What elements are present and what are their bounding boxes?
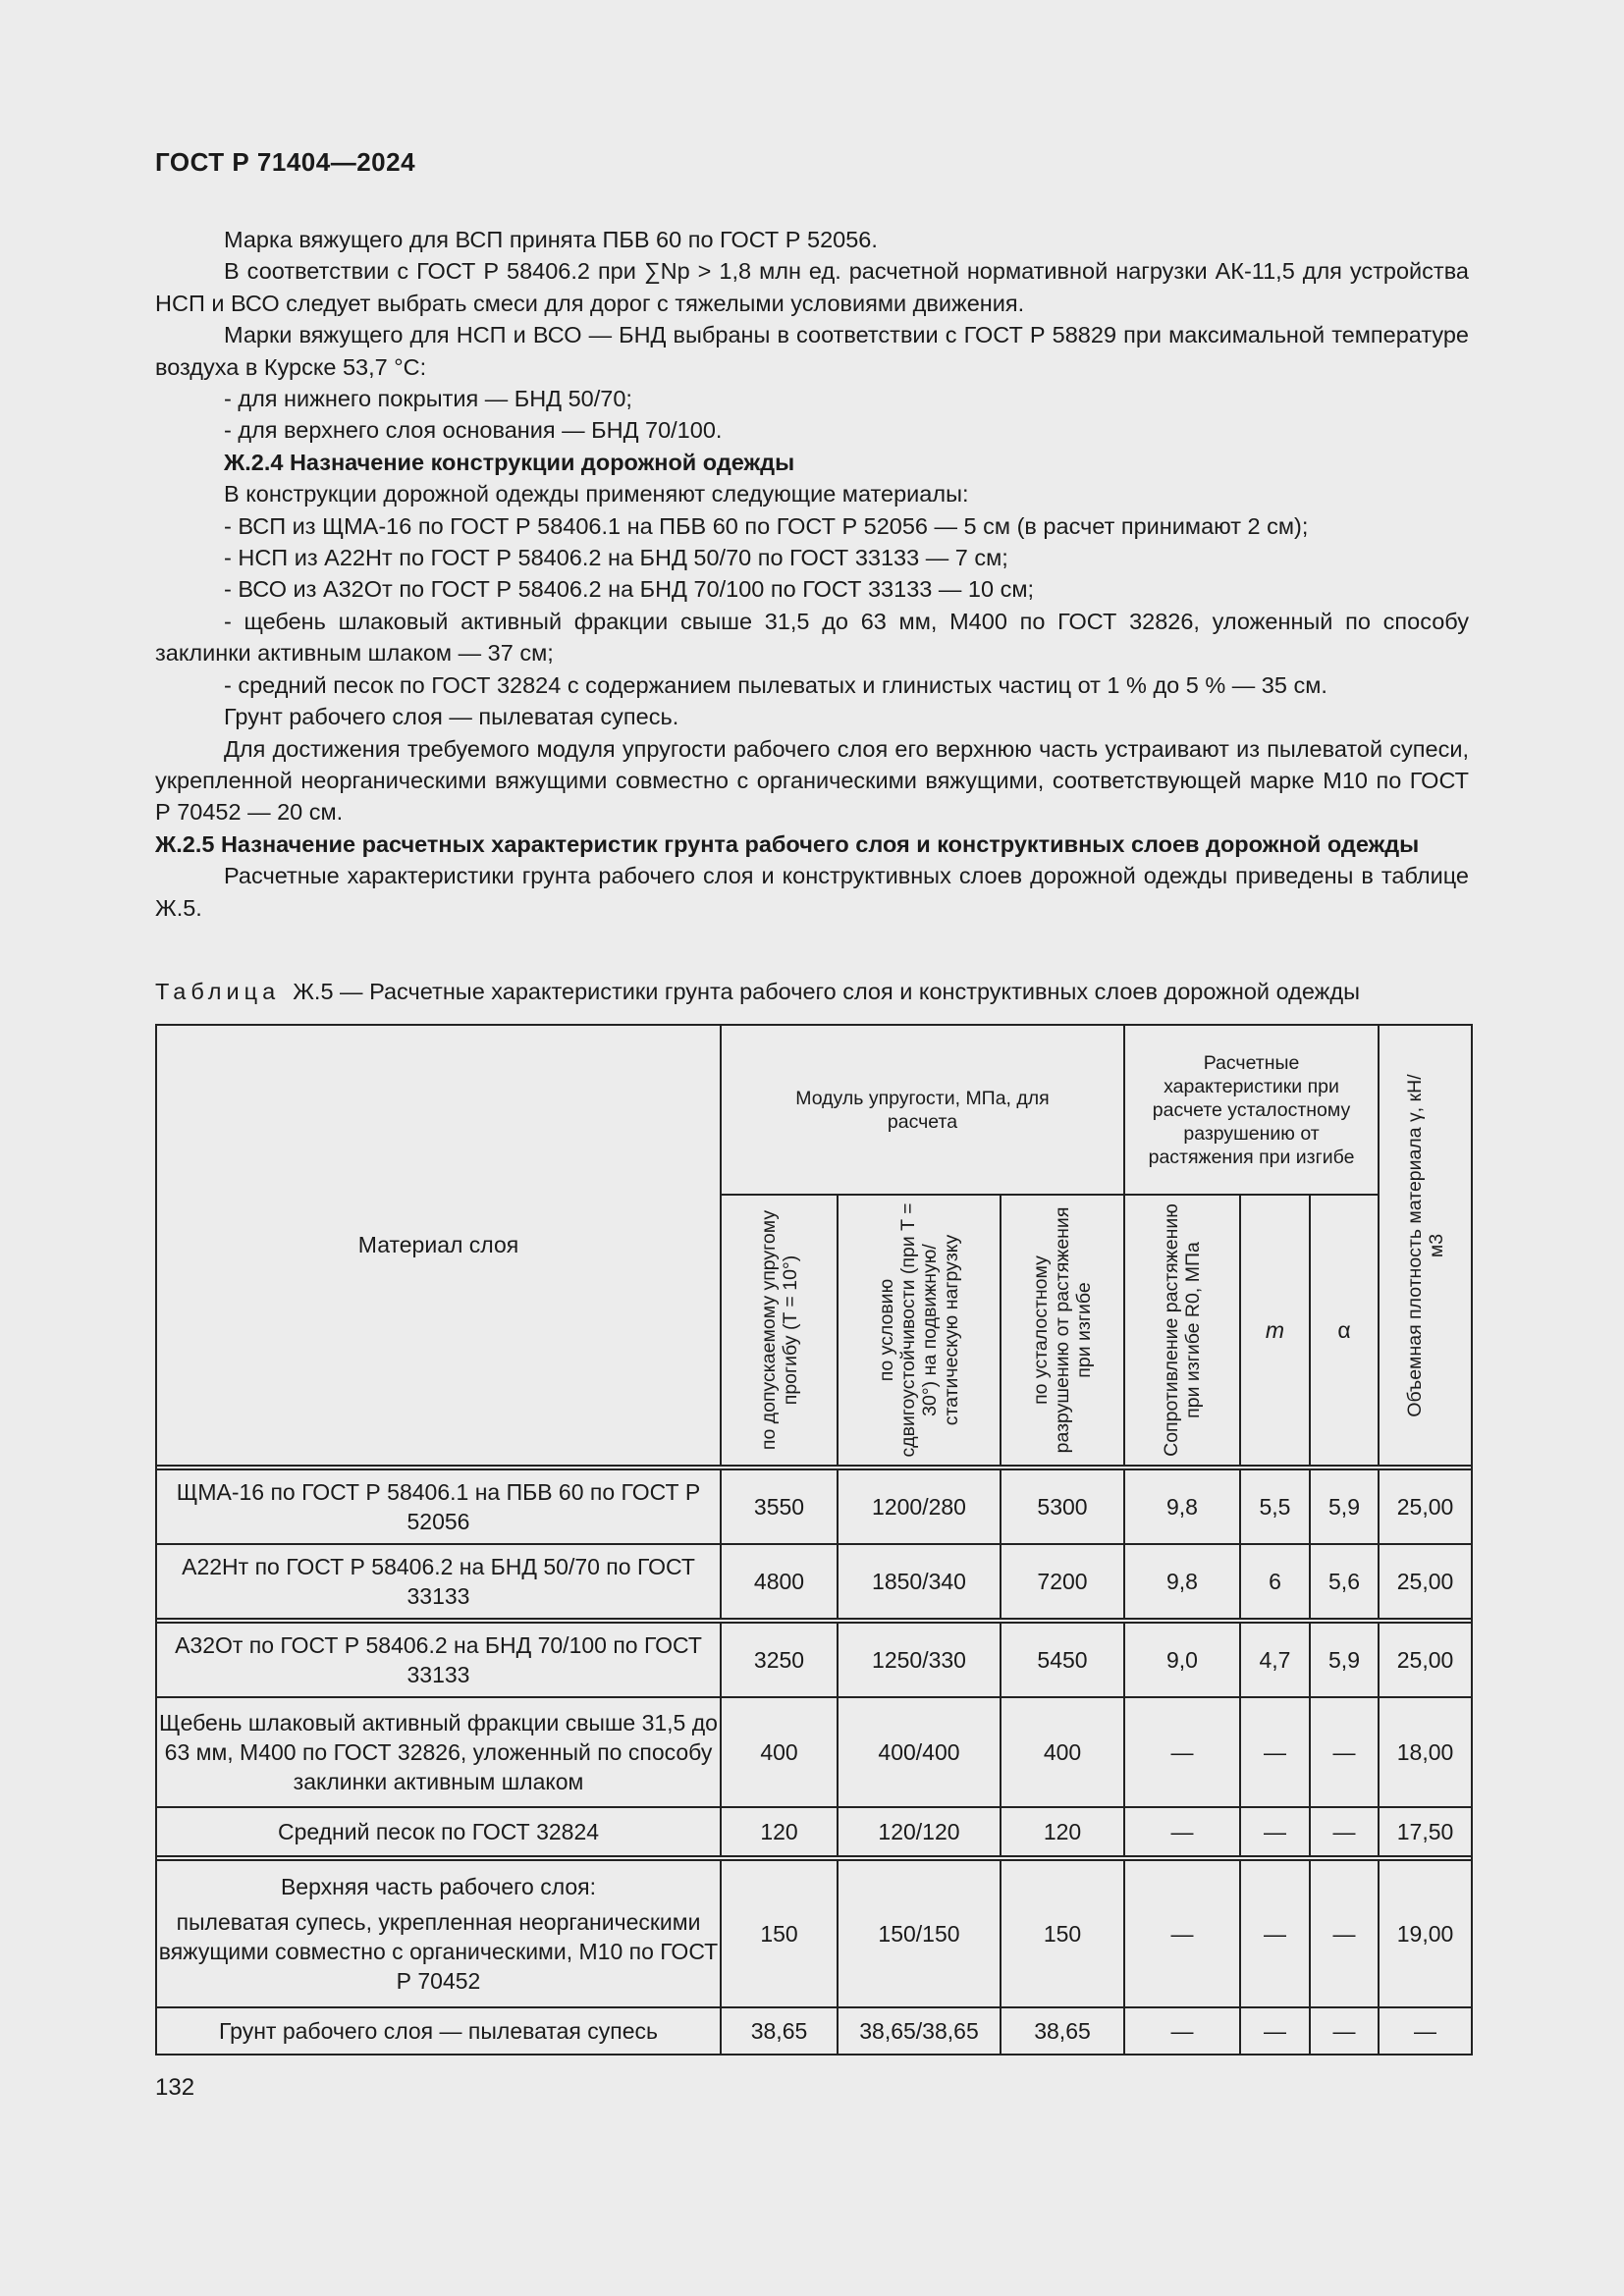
table-caption-text: Ж.5 — Расчетные характеристики грунта рабочего слоя и конструктивных слоев дорожной одежды — [293, 979, 1360, 1004]
list-item: - средний песок по ГОСТ 32824 с содержанием пылеватых и глинистых частиц от 1 % до 5 % — 35 см. — [224, 671, 1327, 698]
list-item: - ВСО из А32От по ГОСТ Р 58406.2 на БНД 70/100 по ГОСТ 33133 — 10 см; — [224, 576, 1035, 603]
body-text — [155, 224, 1469, 924]
header-col5: m — [1240, 1195, 1310, 1466]
header-modulus-group: Модуль упругости, МПа, для расчета — [721, 1025, 1124, 1195]
list-item: - щебень шлаковый активный фракции свыше 31,5 до 63 мм, М400 по ГОСТ 32826, уложенный по способу заклинки активным шлаком — 37 см; — [155, 608, 1469, 667]
header-col6: α — [1310, 1195, 1379, 1466]
page-number: 132 — [155, 2074, 195, 2101]
table-row: Щебень шлаковый активный фракции свыше 31,5 до 63 мм, М400 по ГОСТ 32826, уложенный по способу заклинки активным шлаком 400 400/400 400 — — — 18,00 — [156, 1697, 1472, 1807]
section-heading — [155, 828, 1469, 860]
table-row: А22Нт по ГОСТ Р 58406.2 на БНД 50/70 по ГОСТ 33133 4800 1850/340 7200 9,8 6 5,6 25,00 — [156, 1544, 1472, 1619]
table-row: Средний песок по ГОСТ 32824 120 120/120 120 — — — 17,50 — [156, 1807, 1472, 1856]
data-table — [155, 1024, 1473, 2056]
section-heading-text: Ж.2.4 Назначение конструкции дорожной одежды — [224, 449, 795, 475]
header-col4: Сопротивление растяжению при изгибе R0, МПа — [1124, 1195, 1240, 1466]
table-row: Верхняя часть рабочего слоя: пылеватая супесь, укрепленная неорганическими вяжущими совместно с органическими, М10 по ГОСТ Р 70452 150 150/150 150 — — — 19,00 — [156, 1860, 1472, 2007]
list-item: - НСП из А22Нт по ГОСТ Р 58406.2 на БНД 50/70 по ГОСТ 33133 — 7 см; — [224, 545, 1008, 571]
list-item: - ВСП из ЩМА-16 по ГОСТ Р 58406.1 на ПБВ 60 по ГОСТ Р 52056 — 5 см (в расчет принимают 2 см); — [224, 512, 1309, 539]
section-heading — [155, 447, 1469, 478]
table-row: ЩМА-16 по ГОСТ Р 58406.1 на ПБВ 60 по ГОСТ Р 52056 3550 1200/280 5300 9,8 5,5 5,9 25,00 — [156, 1469, 1472, 1544]
header-col3: по усталостному разрушению от растяжения при изгибе — [1001, 1195, 1124, 1466]
header-material: Материал слоя — [156, 1025, 721, 1466]
paragraph: Марки вяжущего для НСП и ВСО — БНД выбраны в соответствии с ГОСТ Р 58829 при максимальной температуре воздуха в Курске 53,7 °С: — [155, 322, 1469, 380]
list-item: - для нижнего покрытия — БНД 50/70; — [224, 386, 632, 412]
section-heading-text: Ж.2.5 Назначение расчетных характеристик грунта рабочего слоя и конструктивных слоев дорожной одежды — [155, 830, 1420, 857]
paragraph: В конструкции дорожной одежды применяют следующие материалы: — [224, 481, 969, 507]
header-col2: по условию сдвигоустойчивости (при T = 30°) на подвижную/статическую нагрузку — [838, 1195, 1001, 1466]
header-density: Объемная плотность материала γ, кН/м3 — [1379, 1025, 1472, 1466]
paragraph: Марка вяжущего для ВСП принята ПБВ 60 по ГОСТ Р 52056. — [224, 227, 878, 252]
table-row: Грунт рабочего слоя — пылеватая супесь 38,65 38,65/38,65 38,65 — — — — — [156, 2007, 1472, 2055]
paragraph: В соответствии с ГОСТ Р 58406.2 при ∑Nр > 1,8 млн ед. расчетной нормативной нагрузки АК-11,5 для устройства НСП и ВСО следует выбрать смеси для дорог с тяжелыми условиями движения. — [155, 258, 1469, 316]
list-item: - для верхнего слоя основания — БНД 70/100. — [224, 417, 723, 444]
header-col1: по допускаемому упругому прогибу (T = 10°) — [721, 1195, 838, 1466]
paragraph: Грунт рабочего слоя — пылеватая супесь. — [224, 704, 679, 730]
document-header: ГОСТ Р 71404—2024 — [155, 147, 416, 177]
table-caption — [155, 979, 1510, 1005]
header-fatigue-group: Расчетные характеристики при расчете усталостному разрушению от растяжения при изгибе — [1124, 1025, 1379, 1195]
table-caption-label: Таблица — [155, 979, 281, 1004]
paragraph: Расчетные характеристики грунта рабочего слоя и конструктивных слоев дорожной одежды приведены в таблице Ж.5. — [155, 863, 1469, 921]
table-row: А32От по ГОСТ Р 58406.2 на БНД 70/100 по ГОСТ 33133 3250 1250/330 5450 9,0 4,7 5,9 25,00 — [156, 1623, 1472, 1697]
paragraph: Для достижения требуемого модуля упругости рабочего слоя его верхнюю часть устраивают из пылеватой супеси, укрепленной неорганическими вяжущими совместно с органическими вяжущими, соответствующей марке М10 по ГОСТ Р 70452 — 20 см. — [155, 735, 1469, 826]
